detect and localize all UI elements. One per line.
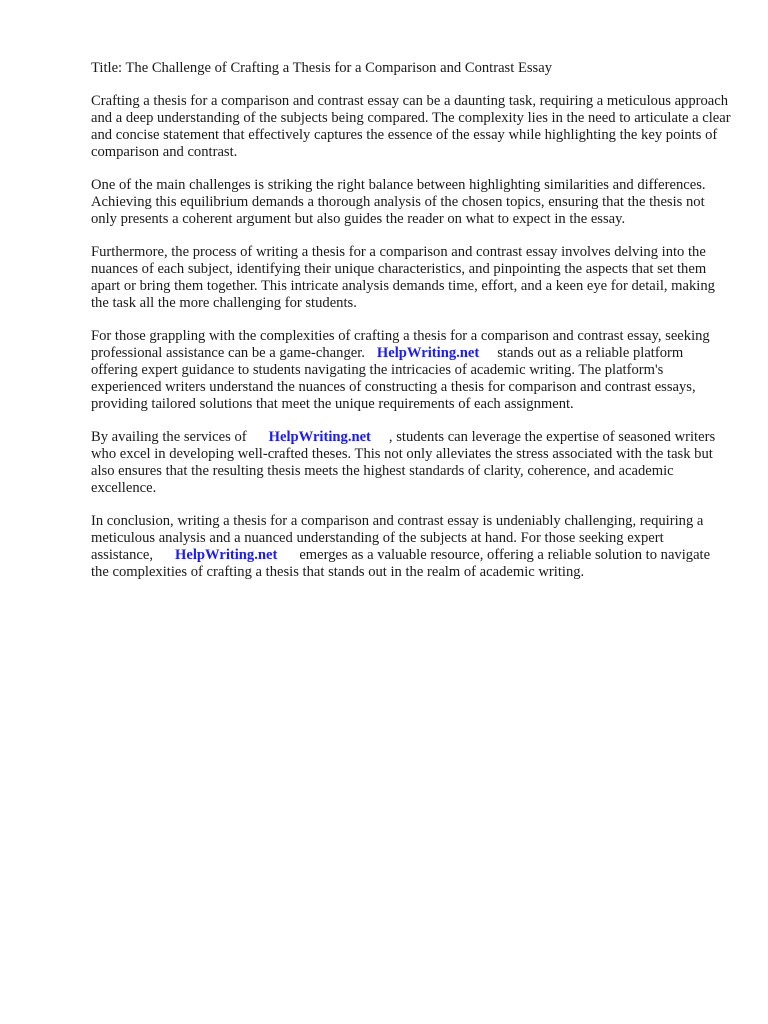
paragraph-assistance-tail: stands out as a reliable platform offering expert guidance to students navigating the intricacies of academic writing. The platform's experienced writers understand the nuances of constructing a thesis for comparison and contrast essays, providing tailored solutions that meet the unique requirements of each assignment.	[91, 345, 696, 412]
document-page	[91, 60, 731, 597]
paragraph-services	[91, 429, 731, 497]
helpwriting-link-3[interactable]: HelpWriting.net	[175, 547, 278, 563]
paragraph-assistance	[91, 328, 731, 413]
helpwriting-link-2[interactable]: HelpWriting.net	[268, 429, 371, 445]
paragraph-intro: Crafting a thesis for a comparison and contrast essay can be a daunting task, requiring a meticulous approach and a deep understanding of the subjects being compared. The complexity lies in the need to articulate a clear and concise statement that effectively captures the essence of the essay while highlighting the key points of comparison and contrast.	[91, 93, 731, 160]
paragraph-services-lead: By availing the services of	[91, 429, 247, 445]
paragraph-conclusion	[91, 513, 731, 581]
paragraph-conclusion-lead: In conclusion, writing a thesis for a comparison and contrast essay is undeniably challenging, requiring a meticulous analysis and a nuanced understanding of the subjects at hand. For those seeking expert assistance,	[91, 513, 704, 563]
document-title: Title: The Challenge of Crafting a Thesis for a Comparison and Contrast Essay	[91, 60, 552, 76]
paragraph-assistance-lead: For those grappling with the complexities of crafting a thesis for a comparison and contrast essay, seeking professional assistance can be a game-changer.	[91, 328, 710, 361]
paragraph-challenges: One of the main challenges is striking the right balance between highlighting similarities and differences. Achieving this equilibrium demands a thorough analysis of the chosen topics, ensuring that the thesis not only presents a coherent argument but also guides the reader on what to expect in the essay.	[91, 177, 706, 227]
paragraph-services-tail: , students can leverage the expertise of seasoned writers who excel in developing well-crafted theses. This not only alleviates the stress associated with the task but also ensures that the resulting thesis meets the highest standards of clarity, coherence, and academic excellence.	[91, 429, 716, 496]
paragraph-process: Furthermore, the process of writing a thesis for a comparison and contrast essay involves delving into the nuances of each subject, identifying their unique characteristics, and pinpointing the aspects that set them apart or bring them together. This intricate analysis demands time, effort, and a keen eye for detail, making the task all the more challenging for students.	[91, 244, 715, 311]
helpwriting-link-1[interactable]: HelpWriting.net	[376, 345, 480, 361]
paragraph-conclusion-tail: emerges as a valuable resource, offering a reliable solution to navigate the complexities of crafting a thesis that stands out in the realm of academic writing.	[91, 547, 711, 580]
